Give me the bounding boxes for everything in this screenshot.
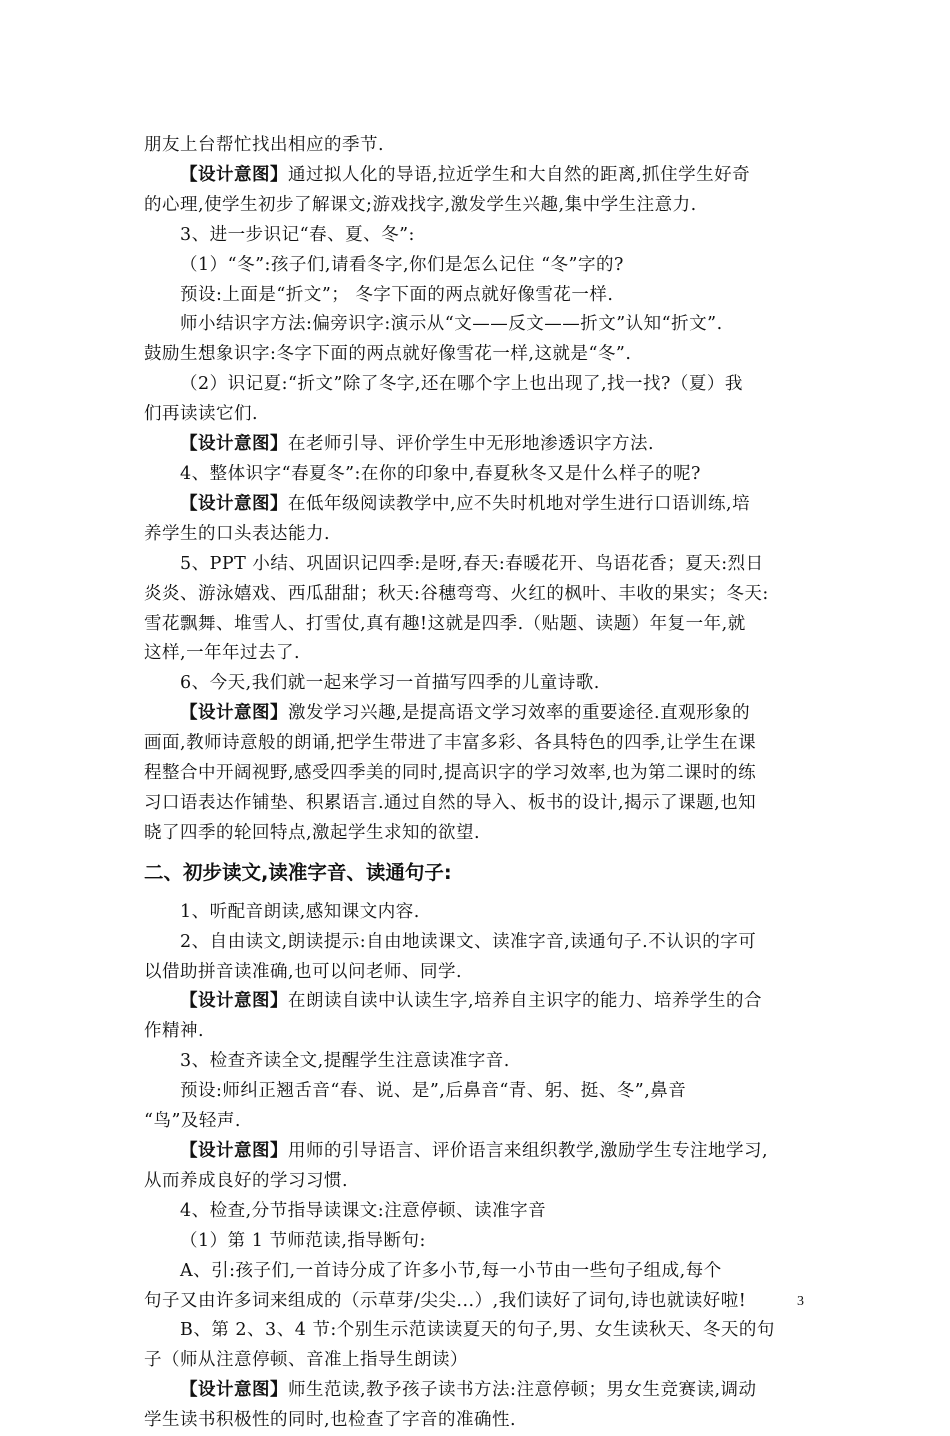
design-intent-line	[144, 430, 814, 460]
text-line: 预设:上面是“折文”； 冬字下面的两点就好像雪花一样.	[180, 284, 614, 305]
design-intent-text: 通过拟人化的导语,拉近学生和大自然的距离,抓住学生好奇	[288, 164, 751, 185]
design-intent-text: 在老师引导、评价学生中无形地渗透识字方法.	[288, 434, 655, 455]
text-line: 4、检查,分节指导读课文:注意停顿、读准字音	[180, 1200, 547, 1221]
design-intent-label: 【设计意图】	[180, 1380, 288, 1401]
design-intent-line	[144, 161, 814, 191]
text-line: 炎炎、游泳嬉戏、西瓜甜甜；秋天:谷穗弯弯、火红的枫叶、丰收的果实；冬天:	[144, 583, 769, 604]
design-intent-label: 【设计意图】	[180, 991, 288, 1012]
text-line: 晓了四季的轮回特点,激起学生求知的欲望.	[144, 822, 481, 843]
page-body	[144, 131, 814, 1436]
design-intent-label: 【设计意图】	[180, 164, 288, 185]
text-line: （2）识记夏:“折文”除了冬字,还在哪个字上也出现了,找一找?（夏）我	[180, 374, 743, 395]
design-intent-line	[144, 699, 814, 729]
text-line: 的心理,使学生初步了解课文;游戏找字,激发学生兴趣,集中学生注意力.	[144, 194, 697, 215]
design-intent-text: 师生范读,教予孩子读书方法:注意停顿；男女生竞赛读,调动	[288, 1380, 757, 1401]
text-line: 习口语表达作铺垫、积累语言.通过自然的导入、板书的设计,揭示了课题,也知	[144, 792, 757, 813]
section-heading: 二、初步读文,读准字音、读通句子:	[144, 860, 452, 884]
text-line: 子（师从注意停顿、音准上指导生朗读）	[144, 1350, 468, 1371]
text-line: 这样,一年年过去了.	[144, 643, 301, 664]
text-line: 学生读书积极性的同时,也检查了字音的准确性.	[144, 1410, 517, 1431]
text-line: 以借助拼音读准确,也可以问老师、同学.	[144, 961, 463, 982]
page-number: 3	[797, 1294, 804, 1309]
text-line: 6、今天,我们就一起来学习一首描写四季的儿童诗歌.	[180, 673, 600, 694]
text-line: “鸟”及轻声.	[144, 1111, 241, 1132]
design-intent-label: 【设计意图】	[180, 1141, 288, 1161]
design-intent-line	[144, 987, 814, 1017]
design-intent-text: 用师的引导语言、评价语言来组织教学,激励学生专注地学习,	[288, 1141, 769, 1161]
design-intent-line	[144, 1376, 814, 1406]
text-line: 们再读读它们.	[144, 404, 259, 425]
text-line: 4、整体识字“春夏冬”:在你的印象中,春夏秋冬又是什么样子的呢?	[180, 463, 701, 484]
design-intent-label: 【设计意图】	[180, 703, 288, 724]
text-line: 鼓励生想象识字:冬字下面的两点就好像雪花一样,这就是“冬”.	[144, 344, 632, 365]
text-line: 从而养成良好的学习习惯.	[144, 1170, 349, 1191]
text-line: 3、进一步识记“春、夏、冬”:	[180, 224, 415, 245]
text-line: 画面,教师诗意般的朗诵,把学生带进了丰富多彩、各具特色的四季,让学生在课	[144, 733, 757, 754]
design-intent-text: 在朗读自读中认读生字,培养自主识字的能力、培养学生的合	[288, 991, 763, 1012]
text-line: 雪花飘舞、堆雪人、打雪仗,真有趣!这就是四季.（贴题、读题）年复一年,就	[144, 613, 746, 634]
text-line: 作精神.	[144, 1021, 205, 1042]
text-line: 朋友上台帮忙找出相应的季节.	[144, 135, 385, 155]
design-intent-line	[144, 1137, 814, 1167]
text-line: B、第 2、3、4 节:个别生示范读读夏天的句子,男、女生读秋天、冬天的句	[180, 1320, 775, 1341]
text-line: 2、自由读文,朗读提示:自由地读课文、读准字音,读通句子.不认识的字可	[180, 931, 757, 952]
design-intent-text: 在低年级阅读教学中,应不失时机地对学生进行口语训练,培	[288, 493, 751, 514]
text-line: 3、检查齐读全文,提醒学生注意读准字音.	[180, 1051, 510, 1072]
text-line: 句子又由许多词来组成的（示草芽/尖尖...）,我们读好了词句,诗也就读好啦!	[144, 1290, 747, 1311]
text-line: A、引:孩子们,一首诗分成了许多小节,每一小节由一些句子组成,每个	[180, 1260, 722, 1281]
text-line: 程整合中开阔视野,感受四季美的同时,提高识字的学习效率,也为第二课时的练	[144, 763, 757, 784]
text-line: 5、PPT 小结、巩固识记四季:是呀,春天:春暖花开、鸟语花香；夏天:烈日	[180, 553, 764, 574]
design-intent-text: 激发学习兴趣,是提高语文学习效率的重要途径.直观形象的	[288, 703, 751, 724]
design-intent-label: 【设计意图】	[180, 493, 288, 514]
design-intent-line	[144, 490, 814, 520]
text-line: 师小结识字方法:偏旁识字:演示从“文——反文——折文”认知“折文”.	[180, 314, 723, 335]
text-line: 1、听配音朗读,感知课文内容.	[180, 901, 420, 922]
text-line: （1）“冬”:孩子们,请看冬字,你们是怎么记住 “冬”字的?	[180, 254, 624, 275]
text-line: 养学生的口头表达能力.	[144, 523, 331, 544]
text-line: 预设:师纠正翘舌音“春、说、是”,后鼻音“青、躬、挺、冬”,鼻音	[180, 1081, 687, 1102]
text-line: （1）第 1 节师范读,指导断句:	[180, 1230, 426, 1251]
design-intent-label: 【设计意图】	[180, 434, 288, 455]
